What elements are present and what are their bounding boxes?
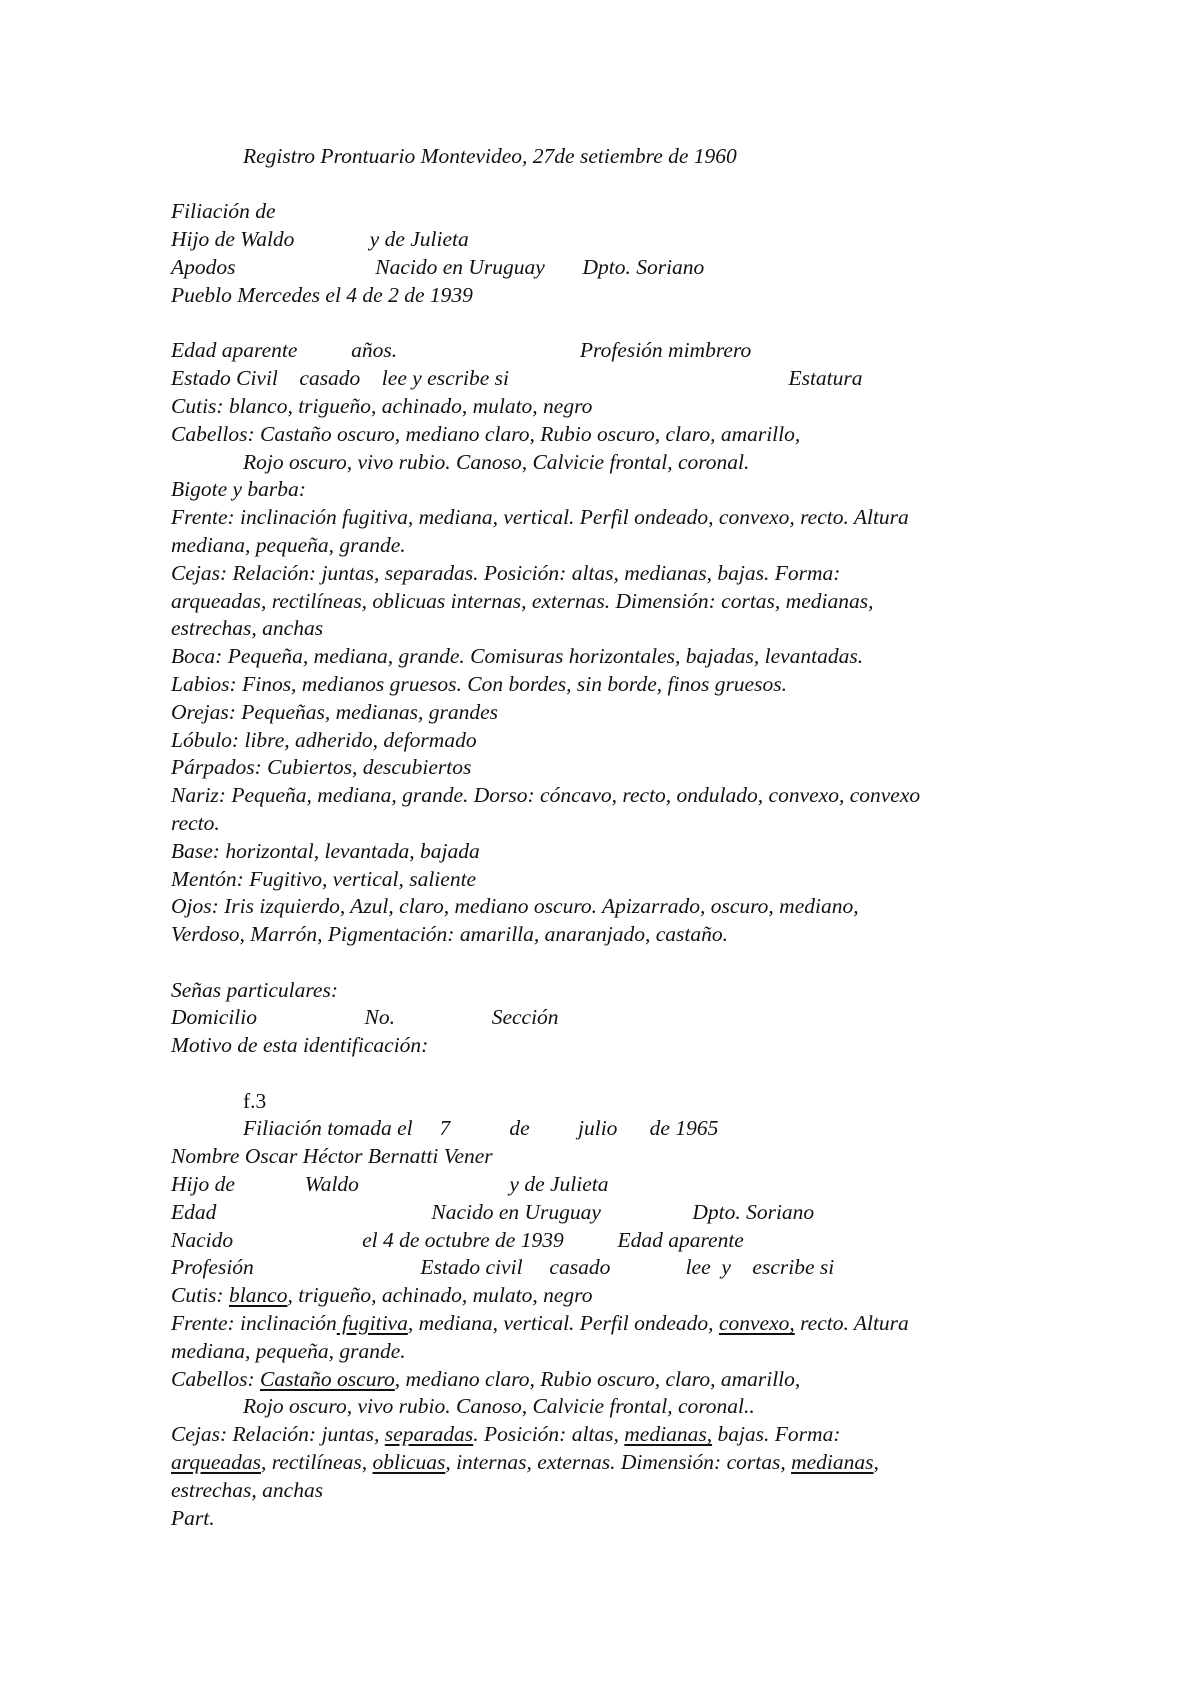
parents-line-2: Hijo de Waldo y de Julieta — [171, 1172, 609, 1196]
frente-text-rest: recto. Altura — [794, 1311, 909, 1335]
cejas-line-2: arqueadas, rectilíneas, oblicuas internas, externas. Dimensión: cortas, medianas, — [171, 589, 874, 613]
menton-line: Mentón: Fugitivo, vertical, saliente — [171, 867, 477, 891]
edad-line-2: Edad Nacido en Uruguay Dpto. Soriano — [171, 1200, 815, 1224]
civil-status-line: Estado Civil casado lee y escribe si Estatura — [171, 366, 863, 390]
nariz-line-1: Nariz: Pequeña, mediana, grande. Dorso: cóncavo, recto, ondulado, convexo, convexo — [171, 783, 921, 807]
cejas-text-2a: , rectilíneas, — [260, 1450, 373, 1474]
cabellos-line-1: Cabellos: Castaño oscuro, mediano claro, Rubio oscuro, claro, amarillo, — [171, 422, 801, 446]
cejas-line-3: estrechas, anchas — [171, 616, 324, 640]
cejas-line-1: Cejas: Relación: juntas, separadas. Posición: altas, medianas, bajas. Forma: — [171, 561, 841, 585]
frente-line-2: mediana, pequeña, grande. — [171, 533, 406, 557]
cutis-text-rest: , trigueño, achinado, mulato, negro — [287, 1283, 593, 1307]
frente-underlined-convexo: convexo, — [718, 1311, 795, 1335]
frente-line-2-1 — [171, 1309, 909, 1337]
cutis-line: Cutis: blanco, trigueño, achinado, mulato, negro — [171, 394, 593, 418]
parents-line: Hijo de Waldo y de Julieta — [171, 227, 469, 251]
birthplace-line: Pueblo Mercedes el 4 de 2 de 1939 — [171, 283, 473, 307]
cejas-text: Cejas: Relación: juntas, — [171, 1422, 385, 1446]
frente-text-mid: , mediana, vertical. Perfil ondeado, — [407, 1311, 719, 1335]
frente-text: Frente: inclinación — [171, 1311, 337, 1335]
senas-line: Señas particulares: — [171, 978, 339, 1002]
nacido-line-2: Nacido el 4 de octubre de 1939 Edad aparente — [171, 1228, 744, 1252]
cabellos-line-2: Rojo oscuro, vivo rubio. Canoso, Calvicie frontal, coronal. — [243, 450, 750, 474]
cejas-underlined-separadas: separadas — [384, 1422, 474, 1446]
cabellos-underlined-castano: Castaño oscuro — [259, 1367, 395, 1391]
profesion-line-2: Profesión Estado civil casado lee y escribe si — [171, 1255, 835, 1279]
frente-underlined-fugitiva: fugitiva — [336, 1311, 408, 1335]
lobulo-line: Lóbulo: libre, adherido, deformado — [171, 728, 477, 752]
cejas-text-rest: bajas. Forma: — [712, 1422, 841, 1446]
ojos-line-2: Verdoso, Marrón, Pigmentación: amarilla, anaranjado, castaño. — [171, 922, 728, 946]
cejas-line-2-2 — [171, 1448, 879, 1476]
bigote-line: Bigote y barba: — [171, 477, 306, 501]
motivo-line: Motivo de esta identificación: — [171, 1033, 429, 1057]
cabellos-text-rest: , mediano claro, Rubio oscuro, claro, amarillo, — [394, 1367, 801, 1391]
filiacion-tomada-line: Filiación tomada el 7 de julio de 1965 — [243, 1116, 719, 1140]
cutis-line-2 — [171, 1281, 592, 1309]
cejas-line-2-3: estrechas, anchas — [171, 1478, 324, 1502]
ojos-line-1: Ojos: Iris izquierdo, Azul, claro, mediano oscuro. Apizarrado, oscuro, mediano, — [171, 894, 859, 918]
age-profession-line: Edad aparente años. Profesión mimbrero — [171, 338, 752, 362]
filiacion-line: Filiación de — [171, 199, 276, 223]
cejas-text-2c: , — [873, 1450, 879, 1474]
register-header: Registro Prontuario Montevideo, 27de setiembre de 1960 — [243, 144, 737, 168]
parpados-line: Párpados: Cubiertos, descubiertos — [171, 755, 472, 779]
labios-line: Labios: Finos, medianos gruesos. Con bordes, sin borde, finos gruesos. — [171, 672, 787, 696]
orejas-line: Orejas: Pequeñas, medianas, grandes — [171, 700, 499, 724]
cabellos-line-2-2: Rojo oscuro, vivo rubio. Canoso, Calvicie frontal, coronal.. — [243, 1394, 755, 1418]
cabellos-line-2-1 — [171, 1365, 800, 1393]
cutis-text: Cutis: — [171, 1283, 229, 1307]
base-line: Base: horizontal, levantada, bajada — [171, 839, 480, 863]
cejas-underlined-oblicuas: oblicuas — [372, 1450, 446, 1474]
part-line: Part. — [171, 1506, 215, 1530]
cejas-line-2-1 — [171, 1420, 840, 1448]
domicilio-line: Domicilio No. Sección — [171, 1005, 559, 1029]
cabellos-text: Cabellos: — [171, 1367, 260, 1391]
apodos-line: Apodos Nacido en Uruguay Dpto. Soriano — [171, 255, 705, 279]
nombre-line: Nombre Oscar Héctor Bernatti Vener — [171, 1144, 493, 1168]
boca-line: Boca: Pequeña, mediana, grande. Comisuras horizontales, bajadas, levantadas. — [171, 644, 864, 668]
cejas-underlined-medianas-2: medianas — [791, 1450, 874, 1474]
frente-line-1: Frente: inclinación fugitiva, mediana, vertical. Perfil ondeado, convexo, recto. Altura — [171, 505, 909, 529]
cejas-text-2b: , internas, externas. Dimensión: cortas, — [445, 1450, 792, 1474]
cejas-text-mid: . Posición: altas, — [473, 1422, 625, 1446]
frente-line-2-2: mediana, pequeña, grande. — [171, 1339, 406, 1363]
folio-number: f.3 — [243, 1089, 267, 1113]
cejas-underlined-arqueadas: arqueadas — [171, 1450, 261, 1474]
cutis-underlined-blanco: blanco — [228, 1283, 288, 1307]
cejas-underlined-medianas: medianas, — [624, 1422, 713, 1446]
nariz-line-2: recto. — [171, 811, 220, 835]
